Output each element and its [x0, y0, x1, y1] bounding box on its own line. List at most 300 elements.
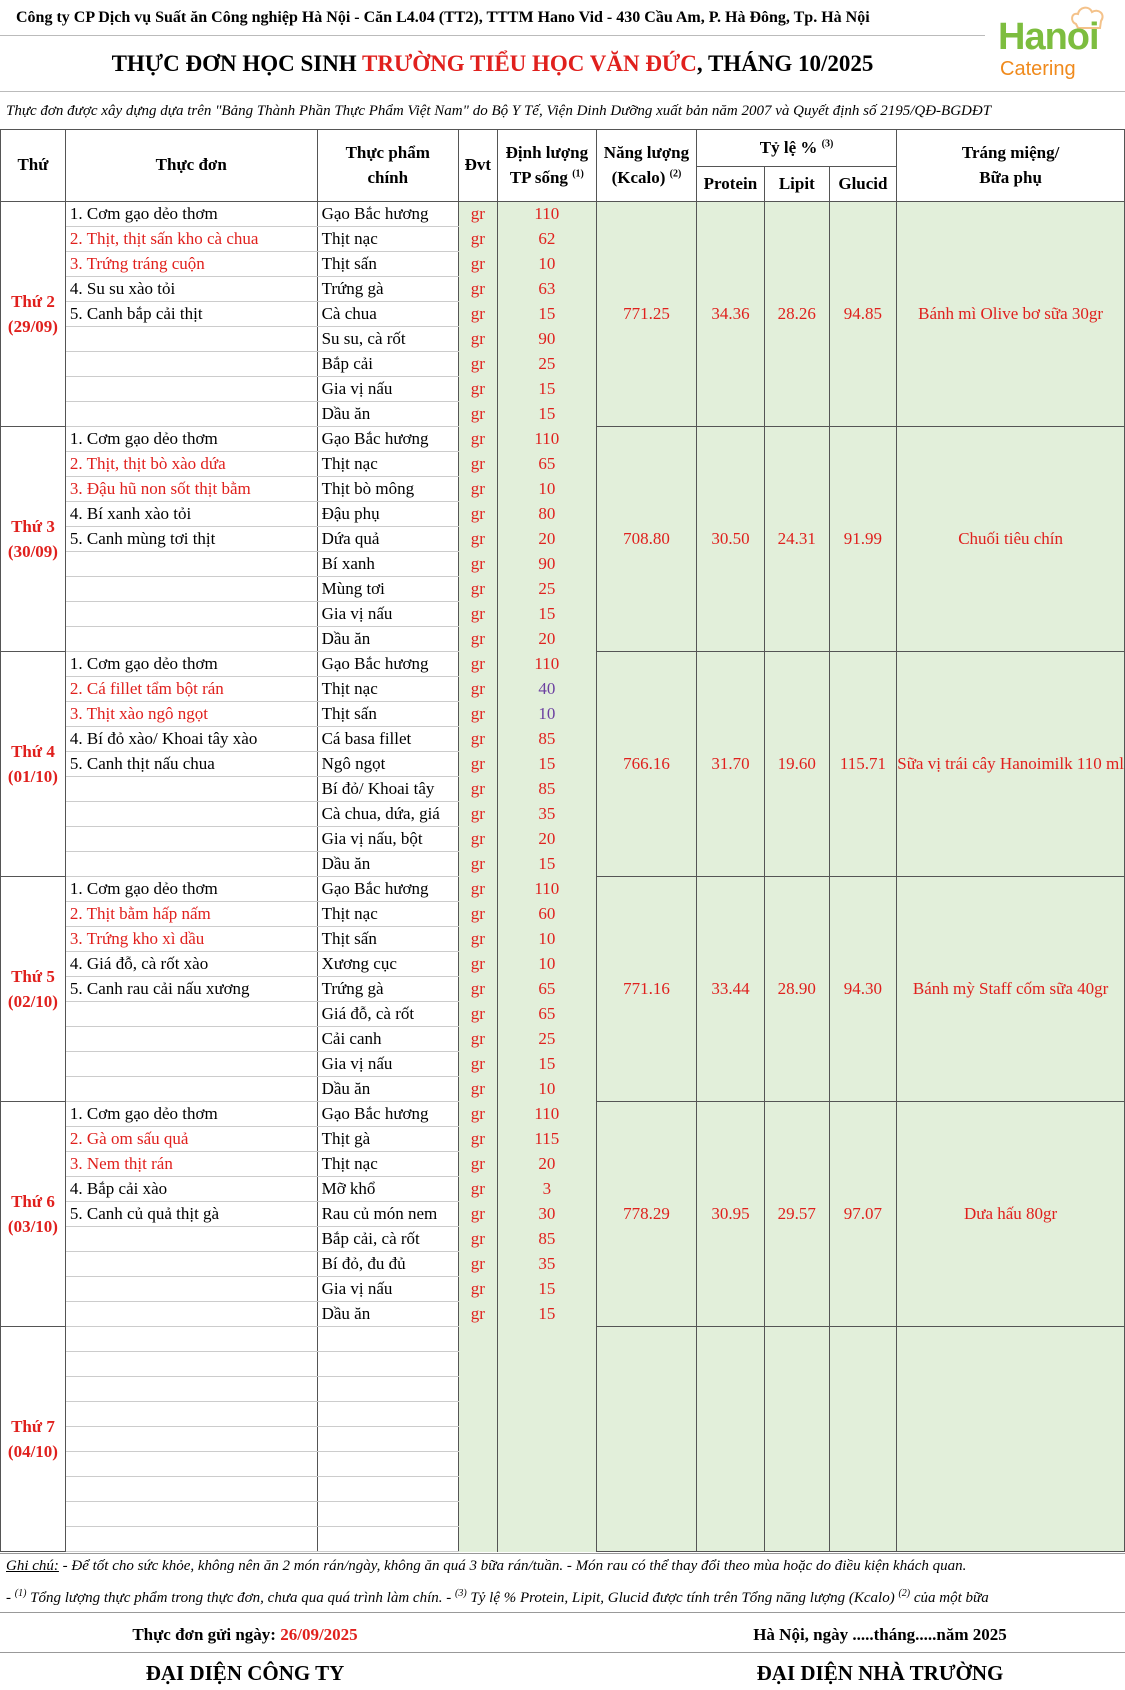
dish-cell: 3. Trứng kho xì dầu: [65, 927, 317, 952]
unit-cell: [458, 1477, 497, 1502]
qty-cell: 63: [497, 277, 596, 302]
menu-body: [1, 202, 1125, 1552]
day-date: (02/10): [7, 992, 58, 1011]
menu-table: [0, 129, 1125, 1552]
place-date: Hà Nội, ngày .....tháng.....năm 2025: [753, 1625, 1007, 1644]
qty-cell: 115: [497, 1127, 596, 1152]
dessert-cell: [897, 1327, 1125, 1552]
dish-cell: [65, 1352, 317, 1377]
qty-cell: 110: [497, 1102, 596, 1127]
day-cell: [1, 427, 66, 652]
food-cell: Gia vị nấu: [317, 602, 458, 627]
qty-cell: [497, 1527, 596, 1552]
dish-cell: [65, 1477, 317, 1502]
dish-cell: 1. Cơm gạo dẻo thơm: [65, 1102, 317, 1127]
food-cell: Su su, cà rốt: [317, 327, 458, 352]
col-energy-line2: (Kcalo): [611, 167, 666, 187]
unit-cell: gr: [458, 927, 497, 952]
dish-cell: [65, 827, 317, 852]
qty-cell: 3: [497, 1177, 596, 1202]
food-cell: Thịt nạc: [317, 902, 458, 927]
note2-sup2: (2): [898, 1588, 911, 1599]
energy-cell: 778.29: [596, 1102, 696, 1327]
qty-cell: 10: [497, 252, 596, 277]
dish-cell: [65, 1527, 317, 1552]
food-cell: [317, 1527, 458, 1552]
food-cell: Bắp cải, cà rốt: [317, 1227, 458, 1252]
food-cell: Gia vị nấu: [317, 1052, 458, 1077]
qty-cell: 65: [497, 1002, 596, 1027]
food-cell: Gạo Bắc hương: [317, 1102, 458, 1127]
unit-cell: gr: [458, 1277, 497, 1302]
qty-cell: 15: [497, 1302, 596, 1327]
qty-cell: 35: [497, 1252, 596, 1277]
food-cell: Trứng gà: [317, 277, 458, 302]
day-name: Thứ 4: [11, 741, 55, 761]
col-unit: Đvt: [458, 130, 497, 202]
protein-cell: [696, 1327, 764, 1552]
col-food-line1: Thực phẩm: [345, 142, 430, 162]
dish-cell: 2. Thịt bằm hấp nấm: [65, 902, 317, 927]
dish-cell: 4. Bí đỏ xào/ Khoai tây xào: [65, 727, 317, 752]
dish-cell: [65, 1052, 317, 1077]
food-cell: Dầu ăn: [317, 1077, 458, 1102]
col-food-line2: chính: [367, 167, 409, 187]
unit-cell: gr: [458, 1177, 497, 1202]
food-cell: Bí đỏ/ Khoai tây: [317, 777, 458, 802]
dish-cell: [65, 327, 317, 352]
dish-cell: 1. Cơm gạo dẻo thơm: [65, 202, 317, 227]
dish-cell: 3. Trứng tráng cuộn: [65, 252, 317, 277]
day-date: (04/10): [7, 1442, 58, 1461]
unit-cell: gr: [458, 227, 497, 252]
dish-cell: 5. Canh thịt nấu chua: [65, 752, 317, 777]
food-cell: Dầu ăn: [317, 402, 458, 427]
unit-cell: gr: [458, 452, 497, 477]
food-cell: Cải canh: [317, 1027, 458, 1052]
qty-cell: [497, 1502, 596, 1527]
dish-cell: 2. Gà om sấu quả: [65, 1127, 317, 1152]
col-day: Thứ: [1, 130, 66, 202]
dish-cell: [65, 377, 317, 402]
dish-cell: [65, 1502, 317, 1527]
dish-cell: [65, 1377, 317, 1402]
dessert-cell: Dưa hấu 80gr: [897, 1102, 1125, 1327]
food-cell: Thịt sấn: [317, 252, 458, 277]
sent-date-value: 26/09/2025: [280, 1625, 358, 1644]
food-cell: Gia vị nấu, bột: [317, 827, 458, 852]
food-cell: Dầu ăn: [317, 852, 458, 877]
qty-cell: 65: [497, 977, 596, 1002]
food-cell: [317, 1427, 458, 1452]
note-label: Ghi chú:: [6, 1558, 59, 1574]
day-cell: [1, 1102, 66, 1327]
company-signature: ĐẠI DIỆN CÔNG TY: [145, 1661, 345, 1685]
food-cell: Gạo Bắc hương: [317, 427, 458, 452]
unit-cell: gr: [458, 602, 497, 627]
dish-cell: [65, 402, 317, 427]
glucid-cell: [829, 1327, 897, 1552]
unit-cell: gr: [458, 1002, 497, 1027]
note-text: - Để tốt cho sức khỏe, không nên ăn 2 món rán/ngày, không ăn quá 3 bữa rán/tuần. - Món rau có thể thay đổi theo mùa hoặc do điều kiện khách quan.: [58, 1558, 967, 1574]
qty-cell: 85: [497, 777, 596, 802]
protein-cell: 31.70: [696, 652, 764, 877]
unit-cell: gr: [458, 427, 497, 452]
col-qty-sup: (1): [572, 167, 584, 179]
dish-cell: 2. Thịt, thịt sấn kho cà chua: [65, 227, 317, 252]
day-cell: [1, 652, 66, 877]
dessert-cell: Chuối tiêu chín: [897, 427, 1125, 652]
dish-cell: [65, 1427, 317, 1452]
food-cell: Thịt nạc: [317, 227, 458, 252]
col-dessert-line1: Tráng miệng/: [961, 142, 1060, 162]
day-date: (30/09): [7, 542, 58, 561]
qty-cell: 30: [497, 1202, 596, 1227]
unit-cell: gr: [458, 1077, 497, 1102]
dish-cell: [65, 1452, 317, 1477]
col-menu: Thực đơn: [65, 130, 317, 202]
dish-cell: 2. Cá fillet tẩm bột rán: [65, 677, 317, 702]
food-cell: Gạo Bắc hương: [317, 652, 458, 677]
qty-cell: 15: [497, 1277, 596, 1302]
unit-cell: gr: [458, 302, 497, 327]
col-ratio-label: Tỷ lệ %: [759, 137, 818, 157]
dish-cell: [65, 1027, 317, 1052]
food-cell: Thịt nạc: [317, 677, 458, 702]
qty-cell: 10: [497, 927, 596, 952]
qty-cell: 25: [497, 1027, 596, 1052]
qty-cell: [497, 1402, 596, 1427]
day-date: (01/10): [7, 767, 58, 786]
lipit-cell: 24.31: [764, 427, 829, 652]
protein-cell: 34.36: [696, 202, 764, 427]
unit-cell: gr: [458, 352, 497, 377]
energy-cell: 766.16: [596, 652, 696, 877]
note2-sup3: (3): [455, 1588, 467, 1599]
table-row: [1, 427, 1125, 452]
qty-cell: 60: [497, 902, 596, 927]
unit-cell: gr: [458, 877, 497, 902]
protein-cell: 33.44: [696, 877, 764, 1102]
unit-cell: [458, 1377, 497, 1402]
col-energy-line1: Năng lượng: [603, 142, 690, 162]
table-row: [1, 1327, 1125, 1352]
food-cell: Ngô ngọt: [317, 752, 458, 777]
qty-cell: 110: [497, 427, 596, 452]
dessert-cell: Bánh mỳ Staff cốm sữa 40gr: [897, 877, 1125, 1102]
glucid-cell: 91.99: [829, 427, 897, 652]
unit-cell: gr: [458, 502, 497, 527]
dish-cell: 4. Su su xào tỏi: [65, 277, 317, 302]
glucid-cell: 97.07: [829, 1102, 897, 1327]
dish-cell: [65, 1402, 317, 1427]
dish-cell: 4. Giá đỗ, cà rốt xào: [65, 952, 317, 977]
unit-cell: gr: [458, 1202, 497, 1227]
qty-cell: 85: [497, 1227, 596, 1252]
day-name: Thứ 6: [11, 1191, 55, 1211]
logo-subtext: Catering: [1000, 58, 1076, 80]
unit-cell: gr: [458, 1152, 497, 1177]
unit-cell: gr: [458, 1052, 497, 1077]
lipit-cell: 19.60: [764, 652, 829, 877]
food-cell: Đậu phụ: [317, 502, 458, 527]
dish-cell: 1. Cơm gạo dẻo thơm: [65, 652, 317, 677]
food-cell: [317, 1452, 458, 1477]
footer-divider-3: [0, 1652, 1125, 1653]
sent-label: Thực đơn gửi ngày:: [132, 1625, 281, 1644]
col-protein: Protein: [696, 167, 764, 202]
qty-cell: 20: [497, 527, 596, 552]
food-cell: Bắp cải: [317, 352, 458, 377]
unit-cell: [458, 1427, 497, 1452]
food-cell: Thịt bò mông: [317, 477, 458, 502]
unit-cell: gr: [458, 377, 497, 402]
food-cell: Cà chua, dứa, giá: [317, 802, 458, 827]
qty-cell: 65: [497, 452, 596, 477]
food-cell: Trứng gà: [317, 977, 458, 1002]
dish-cell: 4. Bắp cải xào: [65, 1177, 317, 1202]
food-cell: Bí xanh: [317, 552, 458, 577]
note2-b: Tổng lượng thực phẩm trong thực đơn, chưa qua quá trình làm chín. -: [26, 1590, 455, 1606]
unit-cell: gr: [458, 902, 497, 927]
food-cell: Gia vị nấu: [317, 1277, 458, 1302]
qty-cell: 15: [497, 752, 596, 777]
qty-cell: 40: [497, 677, 596, 702]
company-logo: [990, 4, 1120, 88]
dish-cell: [65, 577, 317, 602]
lipit-cell: [764, 1327, 829, 1552]
qty-cell: [497, 1352, 596, 1377]
food-cell: Mùng tơi: [317, 577, 458, 602]
energy-cell: 771.16: [596, 877, 696, 1102]
unit-cell: gr: [458, 1027, 497, 1052]
unit-cell: [458, 1452, 497, 1477]
food-cell: [317, 1502, 458, 1527]
unit-cell: gr: [458, 1227, 497, 1252]
unit-cell: gr: [458, 577, 497, 602]
food-cell: Xương cục: [317, 952, 458, 977]
glucid-cell: 115.71: [829, 652, 897, 877]
unit-cell: gr: [458, 827, 497, 852]
food-cell: Dầu ăn: [317, 627, 458, 652]
col-ratio-sup: (3): [821, 138, 834, 150]
food-cell: Thịt nạc: [317, 452, 458, 477]
dish-cell: [65, 627, 317, 652]
col-lipit: Lipit: [764, 167, 829, 202]
unit-cell: gr: [458, 752, 497, 777]
unit-cell: gr: [458, 327, 497, 352]
lipit-cell: 28.26: [764, 202, 829, 427]
page-title: [0, 36, 985, 91]
dish-cell: 5. Canh mùng tơi thịt: [65, 527, 317, 552]
dish-cell: 5. Canh củ quả thịt gà: [65, 1202, 317, 1227]
unit-cell: gr: [458, 802, 497, 827]
unit-cell: gr: [458, 552, 497, 577]
unit-cell: [458, 1402, 497, 1427]
qty-cell: 15: [497, 1052, 596, 1077]
qty-cell: [497, 1427, 596, 1452]
day-date: (29/09): [7, 317, 58, 336]
dish-cell: 3. Đậu hũ non sốt thịt bằm: [65, 477, 317, 502]
dessert-cell: Bánh mì Olive bơ sữa 30gr: [897, 202, 1125, 427]
col-energy-sup: (2): [669, 167, 682, 179]
energy-cell: [596, 1327, 696, 1552]
dish-cell: [65, 352, 317, 377]
qty-cell: 35: [497, 802, 596, 827]
qty-cell: [497, 1452, 596, 1477]
unit-cell: gr: [458, 627, 497, 652]
table-row: [1, 202, 1125, 227]
unit-cell: gr: [458, 1127, 497, 1152]
glucid-cell: 94.85: [829, 202, 897, 427]
protein-cell: 30.95: [696, 1102, 764, 1327]
col-energy: [596, 130, 696, 202]
lipit-cell: 28.90: [764, 877, 829, 1102]
dish-cell: [65, 602, 317, 627]
dish-cell: 5. Canh bắp cải thịt: [65, 302, 317, 327]
qty-cell: 90: [497, 552, 596, 577]
day-cell: [1, 1327, 66, 1552]
unit-cell: gr: [458, 277, 497, 302]
note2-sup1: (1): [14, 1588, 27, 1599]
energy-cell: 771.25: [596, 202, 696, 427]
qty-cell: 85: [497, 727, 596, 752]
title-suffix: , THÁNG 10/2025: [696, 51, 874, 76]
col-ratio: [696, 130, 896, 167]
dish-cell: 1. Cơm gạo dẻo thơm: [65, 877, 317, 902]
col-qty: [497, 130, 596, 202]
day-name: Thứ 2: [11, 291, 55, 311]
unit-cell: gr: [458, 777, 497, 802]
dish-cell: 2. Thịt, thịt bò xào dứa: [65, 452, 317, 477]
qty-cell: [497, 1327, 596, 1352]
col-qty-line1: Định lượng: [505, 142, 589, 162]
protein-cell: 30.50: [696, 427, 764, 652]
unit-cell: gr: [458, 1102, 497, 1127]
dish-cell: [65, 1227, 317, 1252]
col-glucid: Glucid: [829, 167, 897, 202]
food-cell: Cà chua: [317, 302, 458, 327]
logo-text: Hanoi: [998, 16, 1099, 58]
dish-cell: [65, 1327, 317, 1352]
food-cell: [317, 1402, 458, 1427]
lipit-cell: 29.57: [764, 1102, 829, 1327]
unit-cell: gr: [458, 702, 497, 727]
unit-cell: [458, 1502, 497, 1527]
qty-cell: 25: [497, 352, 596, 377]
qty-cell: [497, 1477, 596, 1502]
dish-cell: 3. Nem thịt rán: [65, 1152, 317, 1177]
col-dessert-line2: Bữa phụ: [979, 167, 1042, 187]
qty-cell: 10: [497, 1077, 596, 1102]
unit-cell: gr: [458, 977, 497, 1002]
unit-cell: gr: [458, 202, 497, 227]
day-cell: [1, 877, 66, 1102]
glucid-cell: 94.30: [829, 877, 897, 1102]
dish-cell: 3. Thịt xào ngô ngọt: [65, 702, 317, 727]
table-row: [1, 1102, 1125, 1127]
unit-cell: gr: [458, 1252, 497, 1277]
energy-cell: 708.80: [596, 427, 696, 652]
unit-cell: gr: [458, 852, 497, 877]
day-name: Thứ 5: [11, 966, 55, 986]
unit-cell: gr: [458, 727, 497, 752]
day-name: Thứ 3: [11, 516, 55, 536]
qty-cell: 15: [497, 302, 596, 327]
qty-cell: 15: [497, 377, 596, 402]
food-cell: [317, 1352, 458, 1377]
qty-cell: 15: [497, 602, 596, 627]
dish-cell: [65, 552, 317, 577]
food-cell: Giá đỗ, cà rốt: [317, 1002, 458, 1027]
food-cell: [317, 1327, 458, 1352]
unit-cell: gr: [458, 1302, 497, 1327]
qty-cell: 62: [497, 227, 596, 252]
dish-cell: [65, 1002, 317, 1027]
food-cell: [317, 1377, 458, 1402]
food-cell: Thịt sấn: [317, 927, 458, 952]
col-qty-line2: TP sống: [509, 167, 568, 187]
unit-cell: gr: [458, 402, 497, 427]
dish-cell: [65, 777, 317, 802]
unit-cell: gr: [458, 652, 497, 677]
dish-cell: [65, 1077, 317, 1102]
qty-cell: 25: [497, 577, 596, 602]
note2-a: -: [6, 1590, 15, 1606]
qty-cell: 10: [497, 952, 596, 977]
food-cell: Thịt nạc: [317, 1152, 458, 1177]
footer-note: [0, 1553, 1125, 1580]
qty-cell: 80: [497, 502, 596, 527]
food-cell: Thịt gà: [317, 1127, 458, 1152]
qty-cell: 20: [497, 627, 596, 652]
qty-cell: 90: [497, 327, 596, 352]
food-cell: Cá basa fillet: [317, 727, 458, 752]
dish-cell: [65, 1252, 317, 1277]
unit-cell: gr: [458, 477, 497, 502]
food-cell: Dứa quả: [317, 527, 458, 552]
dish-cell: 1. Cơm gạo dẻo thơm: [65, 427, 317, 452]
note2-d: của một bữa: [910, 1590, 989, 1606]
dish-cell: 4. Bí xanh xào tỏi: [65, 502, 317, 527]
qty-cell: 110: [497, 877, 596, 902]
dish-cell: [65, 802, 317, 827]
unit-cell: [458, 1527, 497, 1552]
food-cell: Gạo Bắc hương: [317, 202, 458, 227]
unit-cell: [458, 1352, 497, 1377]
table-row: [1, 652, 1125, 677]
unit-cell: gr: [458, 677, 497, 702]
qty-cell: 10: [497, 702, 596, 727]
dish-cell: 5. Canh rau cải nấu xương: [65, 977, 317, 1002]
sent-date: [0, 1620, 490, 1650]
qty-cell: 10: [497, 477, 596, 502]
table-row: [1, 877, 1125, 902]
qty-cell: 15: [497, 852, 596, 877]
food-cell: Thịt sấn: [317, 702, 458, 727]
dish-cell: [65, 1277, 317, 1302]
day-cell: [1, 202, 66, 427]
unit-cell: gr: [458, 952, 497, 977]
note2-c: Tỷ lệ % Protein, Lipit, Glucid được tính trên Tổng năng lượng (Kcalo): [466, 1590, 899, 1606]
col-food: [317, 130, 458, 202]
qty-cell: 110: [497, 652, 596, 677]
qty-cell: 20: [497, 1152, 596, 1177]
dish-cell: [65, 1302, 317, 1327]
footer-note-2: [0, 1580, 1125, 1607]
food-cell: Gia vị nấu: [317, 377, 458, 402]
qty-cell: 110: [497, 202, 596, 227]
